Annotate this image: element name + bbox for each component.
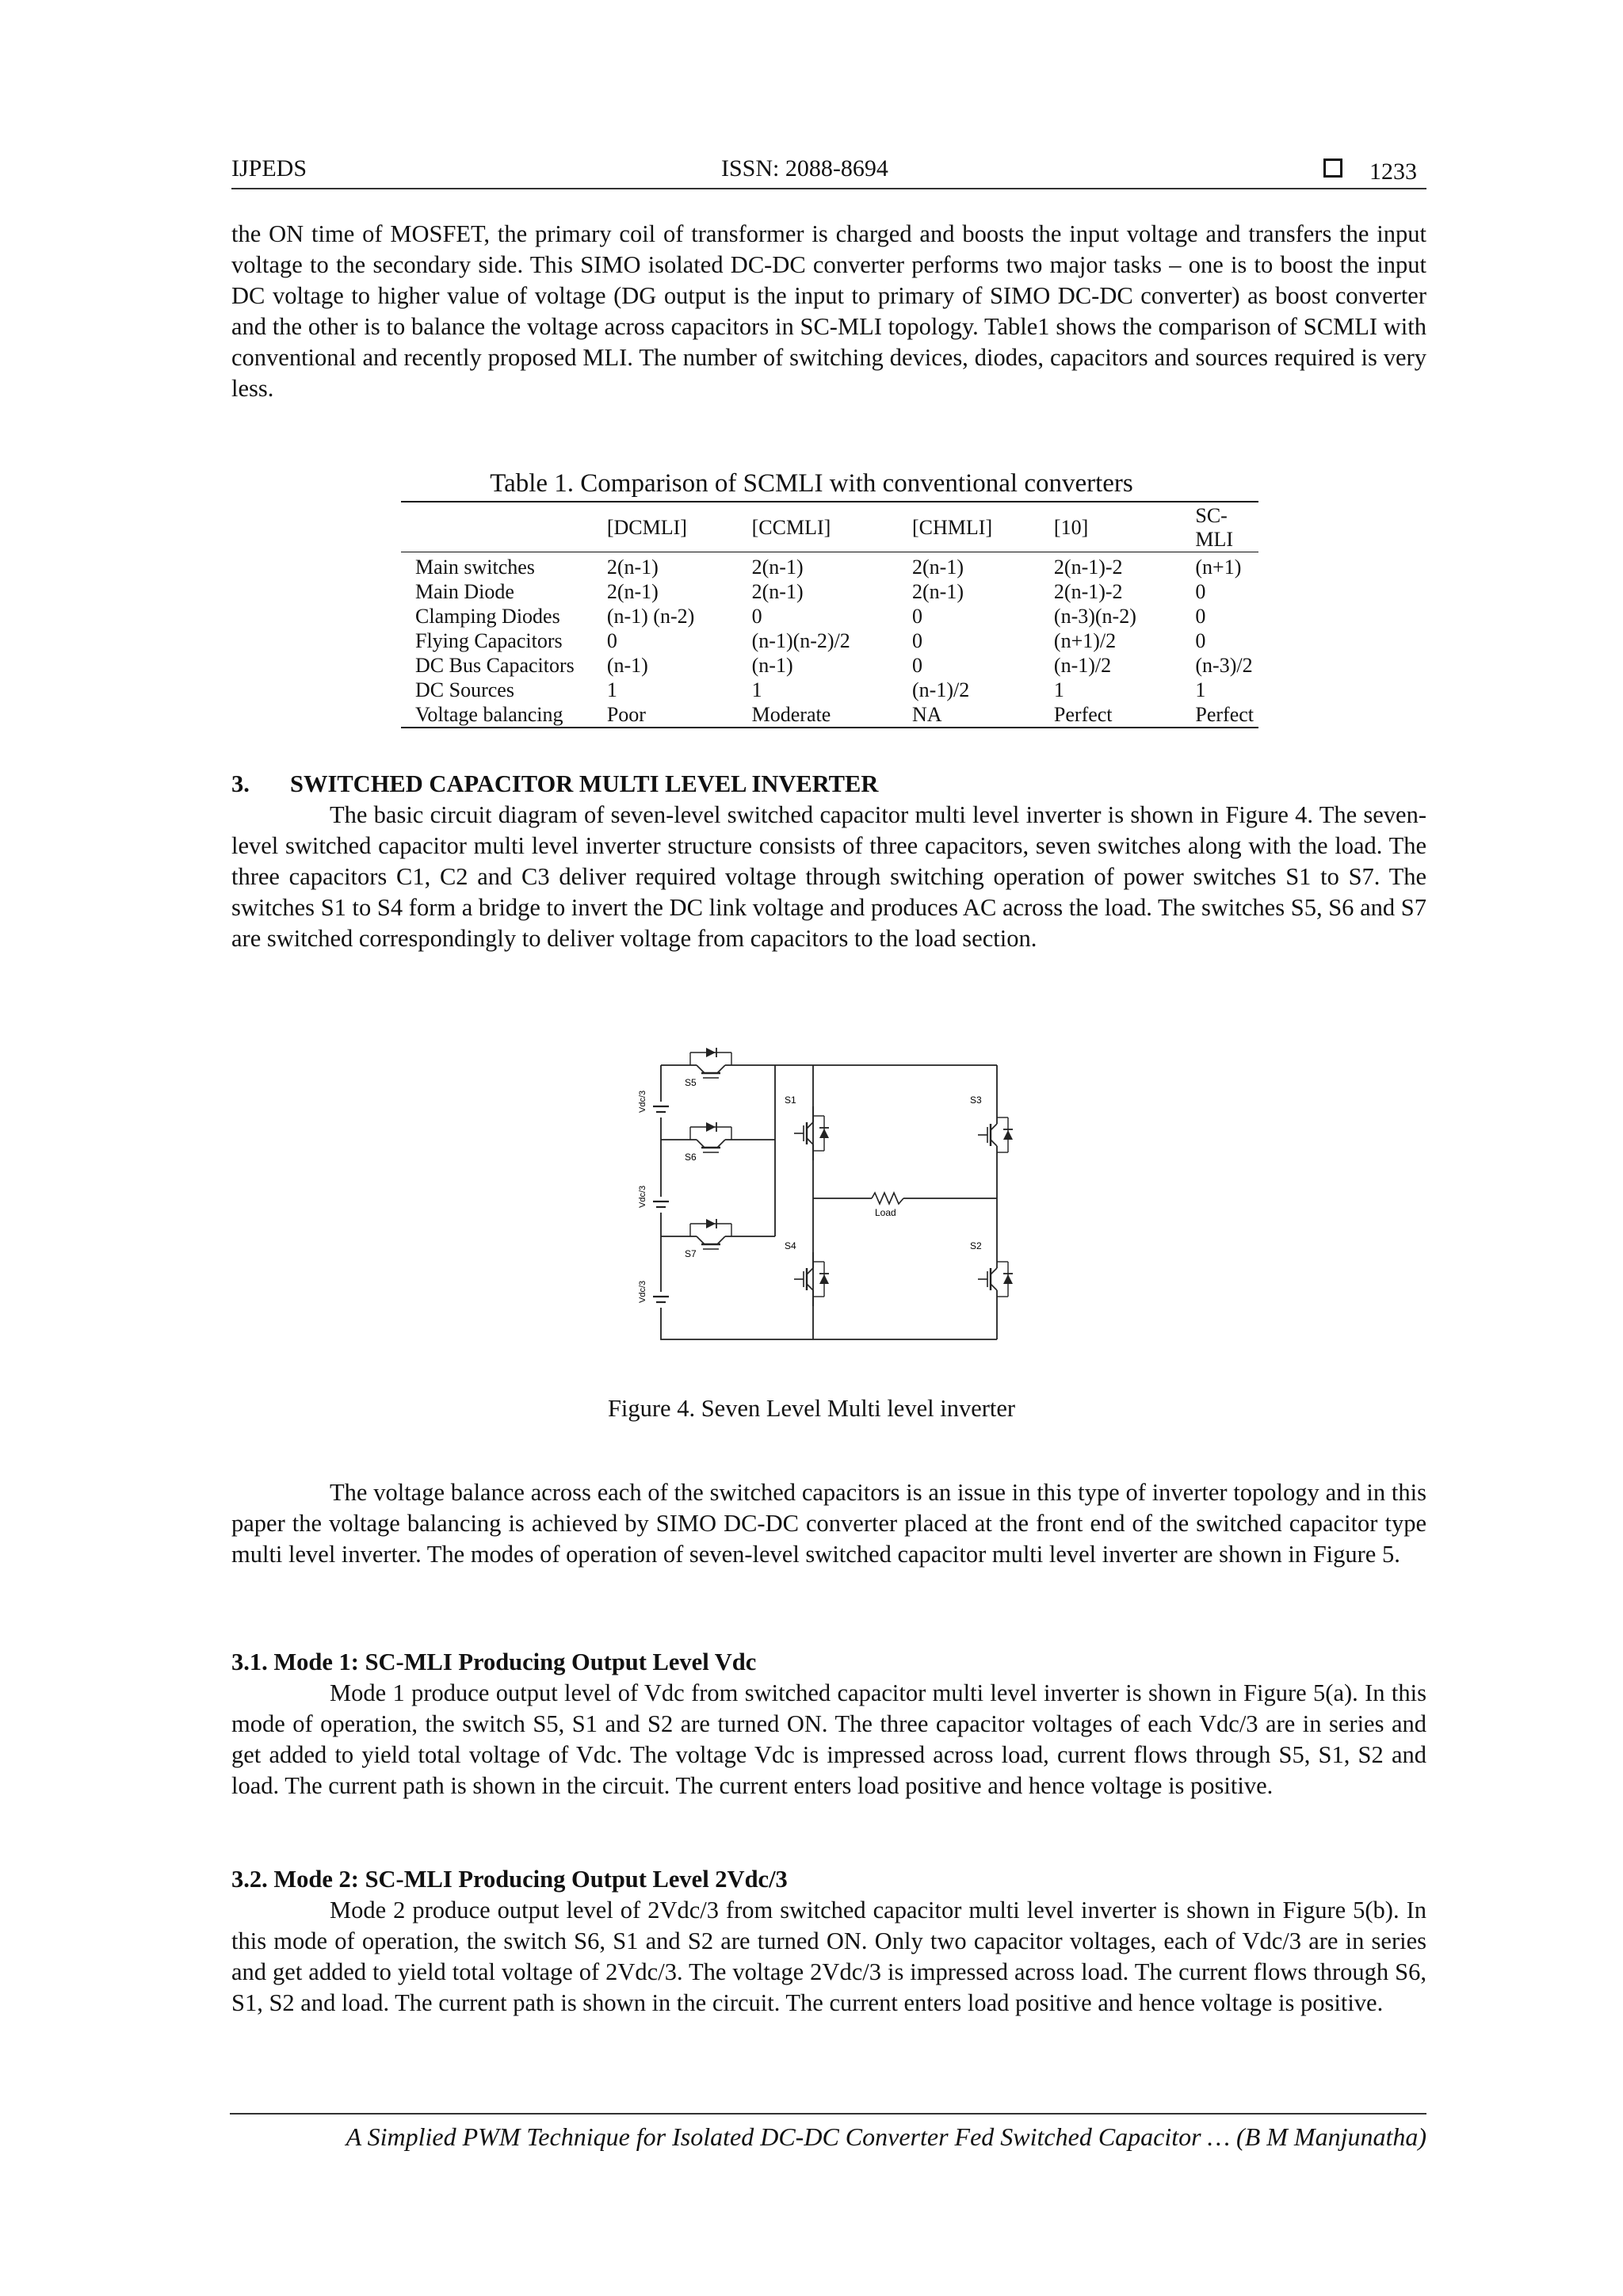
intro-paragraph: the ON time of MOSFET, the primary coil of transformer is charged and boosts the input voltage and transfers the input voltage to the secondary side. This SIMO isolated DC-DC converter performs two major tasks – one is to boost the input DC voltage to higher value of voltage (DG output is the input to primary of SIMO DC-DC converter) as boost converter and the other is to balance the voltage across capacitors in SC-MLI topology. Table1 shows the comparison of SCMLI with conventional and recently proposed MLI. The number of switching devices, diodes, capacitors and sources required is very less. bbox=[231, 220, 1426, 402]
table-cell: 0 bbox=[912, 604, 923, 628]
table-cell: Flying Capacitors bbox=[415, 628, 563, 652]
table-cell: (n-3)(n-2) bbox=[1053, 604, 1136, 628]
table-cell: Main switches bbox=[415, 555, 535, 579]
label-s3: S3 bbox=[970, 1095, 982, 1106]
section-title: SWITCHED CAPACITOR MULTI LEVEL INVERTER bbox=[290, 770, 879, 797]
label-s4: S4 bbox=[785, 1240, 796, 1251]
table-cell: NA bbox=[912, 702, 942, 726]
table-header-cell: [10] bbox=[1040, 502, 1181, 552]
table-row bbox=[401, 678, 1258, 702]
table-cell: 0 bbox=[912, 653, 923, 677]
switch-s2 bbox=[978, 1252, 1013, 1306]
section-heading bbox=[231, 770, 878, 798]
table-row bbox=[401, 552, 1258, 580]
table-row bbox=[401, 653, 1258, 678]
label-s2: S2 bbox=[970, 1240, 982, 1251]
table-header-cell: [CCMLI] bbox=[738, 502, 898, 552]
table-header-cell: SC-MLI bbox=[1181, 502, 1258, 552]
table-cell: 2(n-1)-2 bbox=[1053, 579, 1123, 603]
table-cell: DC Sources bbox=[415, 678, 514, 701]
table-cell: Clamping Diodes bbox=[415, 604, 560, 628]
circuit-diagram bbox=[634, 1045, 1019, 1354]
table-cell: (n-1) (n-2) bbox=[606, 604, 695, 628]
switch-s1 bbox=[794, 1106, 829, 1160]
switch-s7 bbox=[679, 1219, 743, 1249]
table-header-cell: [DCMLI] bbox=[593, 502, 738, 552]
subsection-3-2-paragraph: Mode 2 produce output level of 2Vdc/3 from switched capacitor multi level inverter is shown in Figure 5(b). In this mode of operation, the switch S6, S1 and S2 are turned ON. Only two capacitor voltages, each of Vdc/3 are in series and get added to yield total voltage of 2Vdc/3. The voltage 2Vdc/3 is impressed across load. The current flows through S6, S1, S2 and load. The current path is shown in the circuit. The current enters load positive and hence voltage is positive. bbox=[231, 1897, 1426, 2016]
footer-rule bbox=[230, 2113, 1426, 2115]
subsection-heading-3-1: 3.1. Mode 1: SC-MLI Producing Output Level Vdc bbox=[231, 1648, 757, 1675]
table-cell: 0 bbox=[1195, 628, 1206, 652]
section3-paragraph: The basic circuit diagram of seven-level switched capacitor multi level inverter is shown in Figure 4. The seven-level switched capacitor multi level inverter structure consists of three capacitors, seven switches along with the load. The three capacitors C1, C2 and C3 deliver required voltage through switching operation of power switches S1 to S7. The switches S1 to S4 form a bridge to invert the DC link voltage and produces AC across the load. The switches S5, S6 and S7 are switched correspondingly to deliver voltage from capacitors to the load section. bbox=[231, 801, 1426, 952]
table-cell: 2(n-1) bbox=[912, 555, 964, 579]
page-number: 1233 bbox=[1369, 159, 1417, 185]
table-header-cell: [CHMLI] bbox=[898, 502, 1040, 552]
table-cell: (n-1)/2 bbox=[912, 678, 970, 701]
table-header-cell bbox=[401, 502, 593, 552]
table-cell: 2(n-1) bbox=[751, 579, 804, 603]
vdc-label-2: Vdc/3 bbox=[638, 1185, 647, 1208]
journal-name: IJPEDS bbox=[231, 155, 307, 181]
table-cell: 2(n-1) bbox=[751, 555, 804, 579]
switch-s6 bbox=[679, 1122, 743, 1152]
issn: ISSN: 2088-8694 bbox=[721, 155, 888, 181]
table-cell: 1 bbox=[1053, 678, 1064, 701]
label-load: Load bbox=[875, 1207, 896, 1218]
table-cell: (n-1)(n-2)/2 bbox=[751, 628, 850, 652]
table-cell: Main Diode bbox=[415, 579, 514, 603]
circuit-wiring bbox=[661, 1065, 997, 1339]
table-cell: 2(n-1) bbox=[606, 579, 659, 603]
label-s1: S1 bbox=[785, 1095, 796, 1106]
table-cell: (n+1)/2 bbox=[1053, 628, 1117, 652]
table-header-row bbox=[401, 502, 1258, 552]
subsection-heading-3-2: 3.2. Mode 2: SC-MLI Producing Output Level 2Vdc/3 bbox=[231, 1866, 788, 1893]
table-row bbox=[401, 628, 1258, 653]
table-row bbox=[401, 604, 1258, 628]
table-cell: (n-1) bbox=[751, 653, 793, 677]
subsection-3-1-paragraph: Mode 1 produce output level of Vdc from switched capacitor multi level inverter is shown in Figure 5(a). In this mode of operation, the switch S5, S1 and S2 are turned ON. The three capacitor voltages of each Vdc/3 are in series and get added to yield total voltage of Vdc. The voltage Vdc is impressed across load, current flows through S5, S1, S2 and load. The current path is shown in the circuit. The current enters load positive and hence voltage is positive. bbox=[231, 1679, 1426, 1799]
capacitor-c3 bbox=[651, 1292, 670, 1308]
switch-s5 bbox=[679, 1048, 743, 1078]
figure-caption: Figure 4. Seven Level Multi level inverter bbox=[607, 1395, 1016, 1422]
table-cell: 0 bbox=[606, 628, 617, 652]
table-caption: Table 1. Comparison of SCMLI with conventional converters bbox=[490, 469, 1133, 498]
table-cell: (n+1) bbox=[1195, 555, 1242, 579]
capacitor-c1 bbox=[651, 1102, 670, 1117]
label-s5: S5 bbox=[685, 1077, 697, 1088]
table-cell: 2(n-1) bbox=[912, 579, 964, 603]
switch-s4 bbox=[794, 1252, 829, 1306]
table-cell: 0 bbox=[912, 628, 923, 652]
table-cell: 2(n-1) bbox=[606, 555, 659, 579]
load-resistor-icon bbox=[872, 1193, 903, 1204]
table-cell: (n-1)/2 bbox=[1053, 653, 1112, 677]
label-s6: S6 bbox=[685, 1152, 697, 1163]
table-row bbox=[401, 702, 1258, 728]
table-cell: Perfect bbox=[1195, 702, 1254, 726]
section-number: 3. bbox=[231, 770, 250, 797]
table-cell: Poor bbox=[606, 702, 646, 726]
table-cell: Perfect bbox=[1053, 702, 1113, 726]
page-header bbox=[231, 152, 1426, 187]
header-rule bbox=[231, 188, 1426, 189]
vdc-label-1: Vdc/3 bbox=[638, 1090, 647, 1113]
table-cell: 1 bbox=[1195, 678, 1206, 701]
table-cell: 0 bbox=[1195, 579, 1206, 603]
table-cell: 0 bbox=[1195, 604, 1206, 628]
running-footer: A Simplied PWM Technique for Isolated DC-DC Converter Fed Switched Capacitor … (B M Manjunatha) bbox=[346, 2122, 1426, 2151]
table-cell: 1 bbox=[751, 678, 762, 701]
table-cell: (n-3)/2 bbox=[1195, 653, 1253, 677]
table-row bbox=[401, 579, 1258, 604]
switch-s3 bbox=[978, 1108, 1013, 1162]
comparison-table bbox=[401, 501, 1258, 728]
table-cell: (n-1) bbox=[606, 653, 648, 677]
table-cell: DC Bus Capacitors bbox=[415, 653, 575, 677]
square-bullet-icon bbox=[1323, 159, 1342, 178]
table-cell: 1 bbox=[606, 678, 617, 701]
table-cell: Moderate bbox=[751, 702, 831, 726]
table-cell: 2(n-1)-2 bbox=[1053, 555, 1123, 579]
vdc-label-3: Vdc/3 bbox=[638, 1280, 647, 1303]
label-s7: S7 bbox=[685, 1248, 697, 1259]
table-cell: 0 bbox=[751, 604, 762, 628]
table-cell: Voltage balancing bbox=[415, 702, 563, 726]
paragraph-voltage-balance: The voltage balance across each of the switched capacitors is an issue in this type of inverter topology and in this paper the voltage balancing is achieved by SIMO DC-DC converter placed at the front end of the switched capacitor type multi level inverter. The modes of operation of seven-level switched capacitor multi level inverter are shown in Figure 5. bbox=[231, 1479, 1426, 1568]
capacitor-c2 bbox=[651, 1197, 670, 1213]
